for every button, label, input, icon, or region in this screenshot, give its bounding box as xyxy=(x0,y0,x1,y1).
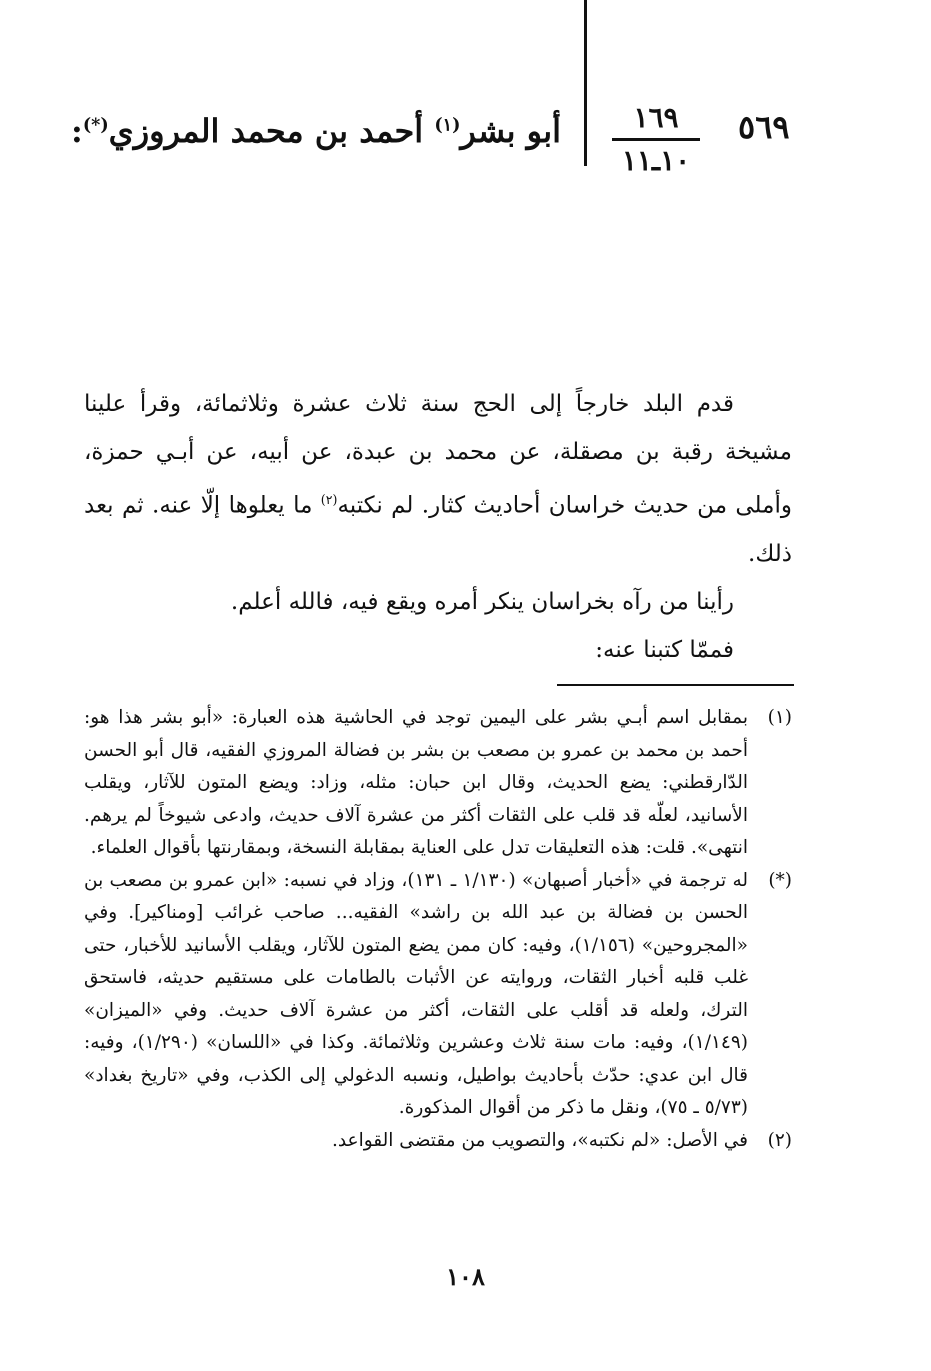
footnotes xyxy=(84,702,792,1157)
footnote-text: له ترجمة في «أخبار أصبهان» (١/١٣٠ ـ ١٣١)، وزاد في نسبه: «ابن عمرو بن مصعب بن الحسن بن فضالة بن عبد الله بن راشد» الفقيه... صاحب غرائب [ومناكير]. وفي «المجروحين» (١/١٥٦)، وفيه: كان ممن يضع المتون للآثار، ويقلب الأسانيد للأخبار، حتى غلب قلبه أخبار الثقات، وروايته عن الأثبات بالطامات على مستقيم حديثه، فاستحق الترك، ولعله قد أقلب على الثقات، أكثر من عشرة آلاف حديث. وفي «الميزان» (١/١٤٩)، وفيه: مات سنة ثلاث وعشرين وثلاثمائة. وكذا في «اللسان» (١/٢٩٠)، وفيه: قال ابن عدي: حدّث بأحاديث بواطيل، ونسبه الدغولي إلى الكذب، وفي «تاريخ بغداد» (٥/٧٣ ـ ٧٥)، ونقل ما ذكر من أقوال المذكورة. xyxy=(84,869,748,1118)
footnote-mark: (*) xyxy=(768,869,792,891)
body-line-seen: رأينا من رآه بخراسان ينكر أمره ويقع فيه، فالله أعلم. xyxy=(230,588,734,615)
entry-title xyxy=(71,112,561,150)
fraction-bar xyxy=(612,138,700,141)
entry-number: ٥٦٩ xyxy=(738,108,790,146)
body-paragraph-end: ما يعلوها إلّا عنه. ثم بعد ذلك. xyxy=(84,492,792,567)
main-text xyxy=(84,380,792,674)
body-paragraph xyxy=(84,380,792,578)
footnote-text: في الأصل: «لم نكتبه»، والتصويب من مقتضى القواعد. xyxy=(331,1129,748,1151)
body-line-written: فممّا كتبنا عنه: xyxy=(595,636,734,663)
footnote-mark: (١) xyxy=(767,707,792,728)
fraction-denominator: ١٠ـ١١ xyxy=(621,144,691,177)
footnote-mark: (٢) xyxy=(767,1129,792,1151)
footnote-text: بمقابل اسم أبـي بشر على اليمين توجد في الحاشية هذه العبارة: «أبو بشر هذا هو: أحمد بن محمد بن عمرو بن مصعب بن بشر بن فضالة المروزي الفقيه، قال أبو الحسن الدّارقطني: يضع الحديث، وقال ابن حبان: مثله، وزاد: ويضع المتون للآثار، ويقلب الأسانيد، لعلّه قد قلب على الثقات أكثر من عشرة آلاف حديث، وادعى شيوخاً لم يرهم. انتهى». قلت: هذه التعليقات تدل على العناية بمقابلة النسخة، وبمقارنتها بأقوال العلماء. xyxy=(84,707,748,858)
footnote xyxy=(84,865,792,1125)
footnote xyxy=(84,702,792,865)
page-number: ١٠٨ xyxy=(446,1262,485,1291)
title-kunya: أبو بشر xyxy=(460,112,561,150)
title-colon: : xyxy=(71,112,83,150)
body-paragraph-text: قدم البلد خارجاً إلى الحج سنة ثلاث عشرة وثلاثمائة، وقرأ علينا مشيخة رقبة بن مصقلة، عن محمد بن عبدة، عن أبيه، عن أبـي حمزة، وأملى من حديث خراسان أحاديث كثار. لم نكتبه xyxy=(84,391,792,519)
title-star-ref: (*) xyxy=(82,114,109,136)
footnote-separator xyxy=(557,684,794,686)
entry-fraction xyxy=(608,100,704,179)
title-name: أحمد بن محمد المروزي xyxy=(108,112,435,150)
title-footnote-ref: (١) xyxy=(434,114,461,136)
body-footnote-ref: (٢) xyxy=(320,492,338,507)
fraction-numerator: ١٦٩ xyxy=(633,101,679,134)
footnote xyxy=(84,1125,792,1158)
header-divider-line xyxy=(584,0,587,166)
